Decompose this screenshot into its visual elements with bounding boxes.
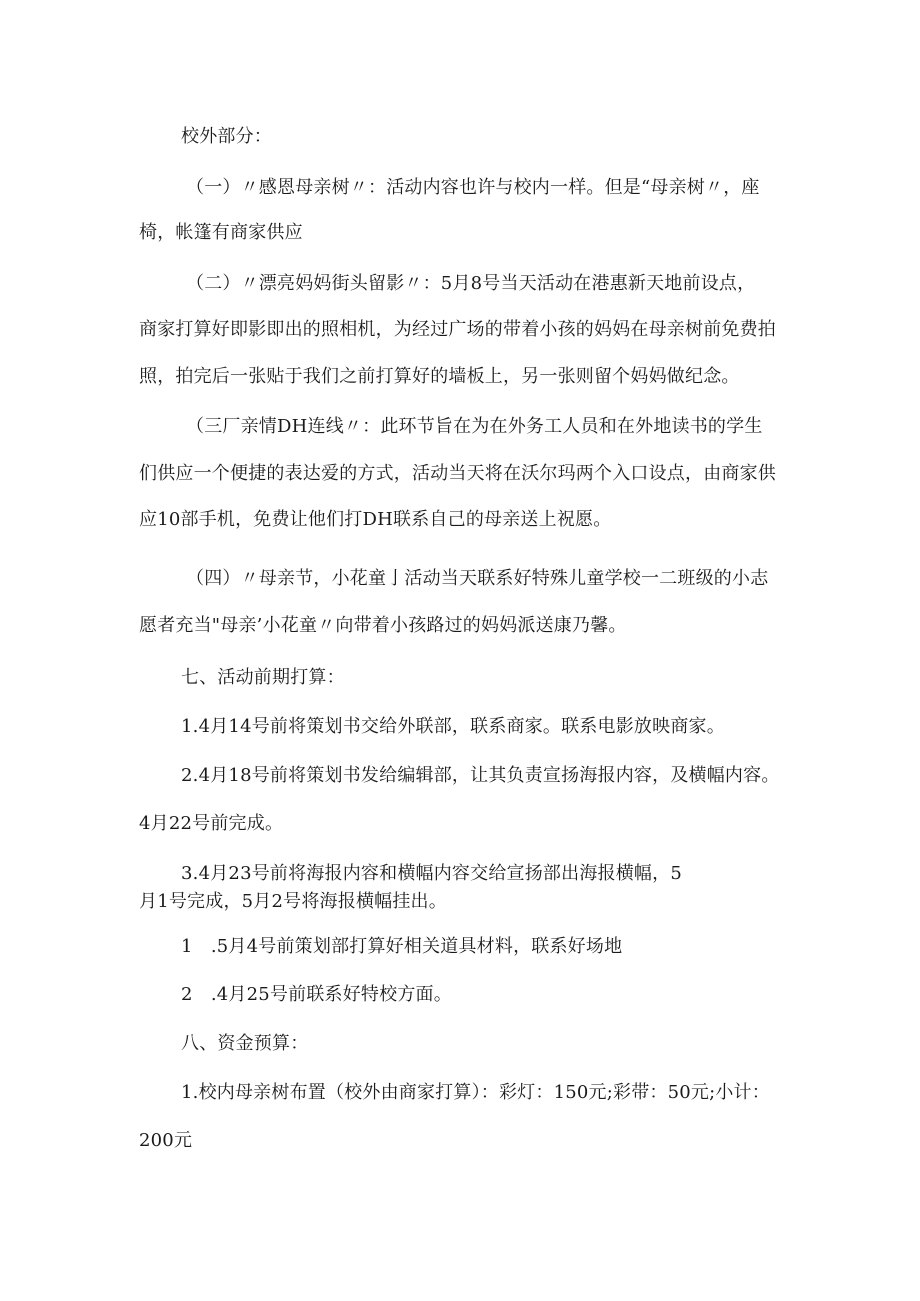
plan-item: 月1号完成，5月2号将海报横幅挂出。 [139, 891, 447, 912]
paragraph-line: （二）〃漂亮妈妈街头留影〃：5月8号当天活动在港惠新天地前设点， [186, 273, 756, 294]
heading-off-campus: 校外部分： [181, 126, 272, 147]
budget-item: 1.校内母亲树布置（校外由商家打算）：彩灯：150元;彩带：50元;小计： [181, 1082, 770, 1103]
budget-item: 200元 [139, 1130, 193, 1151]
plan-item: 2 .4月25号前联系好特校方面。 [181, 984, 452, 1005]
plan-item: 1.4月14号前将策划书交给外联部，联系商家。联系电影放映商家。 [181, 716, 725, 737]
paragraph-line: 应10部手机，免费让他们打DH联系自己的母亲送上祝愿。 [139, 509, 612, 530]
plan-item: 2.4月18号前将策划书发给编辑部，让其负责宣扬海报内容，及横幅内容。 [181, 765, 780, 786]
plan-item: 1 .5月4号前策划部打算好相关道具材料，联系好场地 [181, 936, 623, 957]
paragraph-line: （三厂亲情DH连线〃：此环节旨在为在外务工人员和在外地读书的学生 [186, 416, 763, 437]
heading-section-7: 七、活动前期打算： [181, 667, 345, 688]
paragraph-line: 们供应一个便捷的表达爱的方式，活动当天将在沃尔玛两个入口设点，由商家供 [139, 463, 776, 484]
plan-item: 3.4月23号前将海报内容和横幅内容交给宣扬部出海报横幅，5 [181, 863, 682, 884]
paragraph-line: 椅，帐篷有商家供应 [139, 222, 303, 243]
heading-section-8: 八、资金预算： [181, 1033, 309, 1054]
paragraph-line: （一）〃感恩母亲树〃：活动内容也许与校内一样。但是“母亲树〃，座 [186, 177, 760, 198]
paragraph-line: 愿者充当"母亲’小花童〃向带着小孩路过的妈妈派送康乃馨。 [139, 615, 627, 636]
plan-item: 4月22号前完成。 [139, 813, 284, 834]
paragraph-line: （四）〃母亲节，小花童亅活动当天联系好特殊儿童学校一二班级的小志 [186, 568, 769, 589]
paragraph-line: 商家打算好即影即出的照相机，为经过广场的带着小孩的妈妈在母亲树前免费拍 [139, 319, 776, 340]
paragraph-line: 照，拍完后一张贴于我们之前打算好的墙板上，另一张则留个妈妈做纪念。 [139, 366, 740, 387]
